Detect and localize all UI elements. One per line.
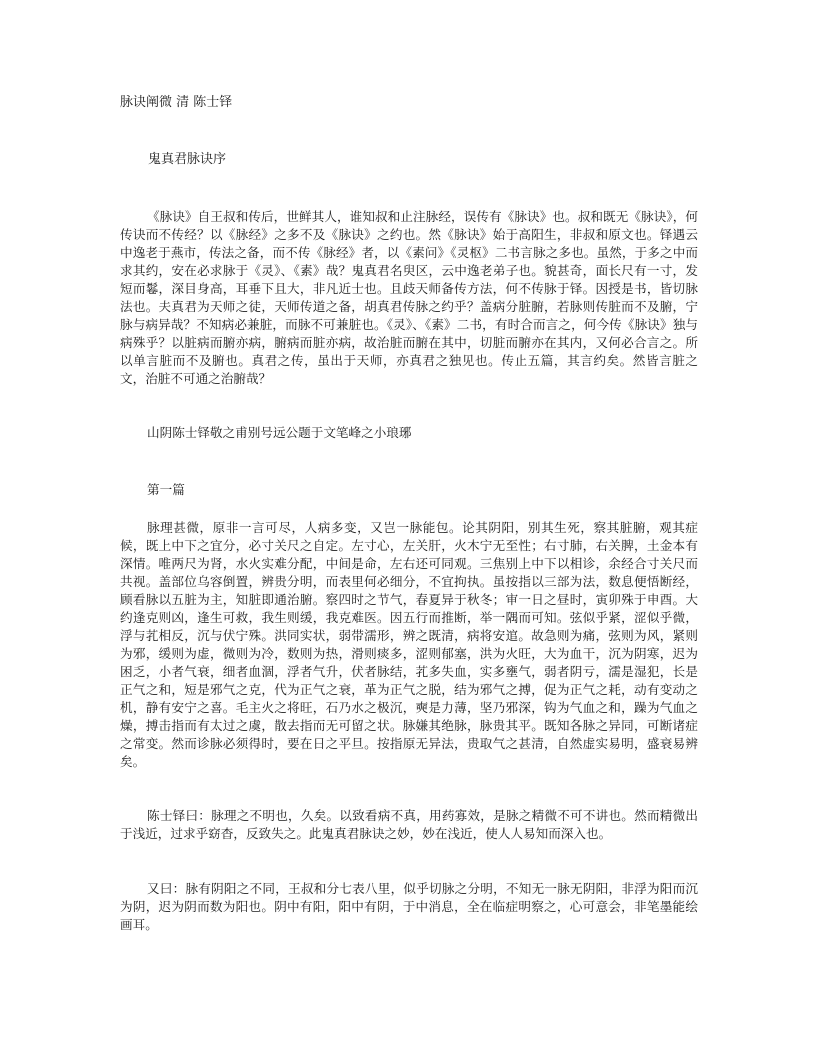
commentary-paragraph: 陈士铎曰：脉理之不明也，久矣。以致看病不真，用药寡效，是脉之精微不可不讲也。然而精微出于浅近，过求乎窈杳，反致失之。此鬼真君脉诀之妙，妙在浅近，使人人易知而深入也。 xyxy=(120,808,698,841)
preface-paragraph: 《脉诀》自王叔和传后，世鲜其人，谁知叔和止注脉经，误传有《脉诀》也。叔和既无《脉诀》，何传诀而不传经？以《脉经》之多不及《脉诀》之约也。然《脉诀》始于高阳生，非叔和原文也。铎遇云中逸老于燕市，传法之备，而不传《脉经》者，以《素问》《灵枢》二书言脉之多也。虽然，于多之中而求其约，安在必求脉于《灵》、《素》哉？鬼真君名臾区，云中逸老弟子也。貌甚奇，面长尺有一寸，发短而鬈，深目身高，耳垂下且大，非凡近士也。且歧天师备传方法，何不传脉于铎。因授是书，皆切脉法也。夫真君为天师之徒，天师传道之备，胡真君传脉之约乎？盖病分脏腑，若脉则传脏而不及腑，宁脉与病异哉？不知病必兼脏，而脉不可兼脏也。《灵》、《素》二书，有时合而言之，何今传《脉诀》独与病殊乎？以脏病而腑亦病，腑病而脏亦病，故治脏而腑在其中，切脏而腑亦在其内，又何必合言之。所以单言脏而不及腑也。真君之传，虽出于天师，亦真君之独见也。传止五篇，其言约矣。然皆言脏之文，治脏不可通之治腑哉？ xyxy=(120,209,698,386)
section-heading: 第一篇 xyxy=(147,482,185,497)
preface-title: 鬼真君脉诀序 xyxy=(148,152,227,167)
main-paragraph: 脉理甚微，原非一言可尽，人病多变，又岂一脉能包。论其阴阳，别其生死，察其脏腑，观其症候，既上中下之宜分，必寸关尺之自定。左寸心，左关肝，火木宁无至性；右寸肺，右关脾，土金本有深情。唯两尺为肾，水火实难分配，中间是命，左右还可同观。三焦别上中下以相诊，余经合寸关尺而共视。盖部位乌容倒置，辨贵分明，而表里何必细分，不宜拘执。虽按指以三部为法，数息便悟断经，顾看脉以五脏为主，知脏即通治腑。察四时之节气，春夏异于秋冬；审一日之昼时，寅卯殊于申酉。大约逢克则凶，逢生可救，我生则缓，我克难医。因五行而推断，举一隅而可知。弦似乎紧，涩似乎微，浮与芤相反，沉与伏宁殊。洪同实状，弱带濡形，辨之既清，病将安逭。故急则为痛，弦则为风，紧则为邪，缓则为虚，微则为冷，数则为热，滑则痰多，涩则郁塞，洪为火旺，大为血干，沉为阴寒，迟为困乏，小者气衰，细者血涸，浮者气升，伏者脉结，芤多失血，实多壅气，弱者阴亏，濡是湿犯，长是正气之和，短是邪气之克，代为正气之衰，革为正气之脱，结为邪气之搏，促为正气之耗，动有变动之机，静有安宁之喜。毛主火之将旺，石乃水之极沉，奭是力薄，坚乃邪深，钩为气血之和，躁为气血之燥，搏击指而有太过之虞，散去指而无可留之状。脉嫌其绝脉，脉贵其平。既知各脉之异同，可断诸症之常变。然而诊脉必须得时，要在日之平旦。按指原无异法，贵取气之甚清，自然虚实易明，盛衰易辨矣。 xyxy=(120,520,698,769)
commentary-paragraph-2: 又曰：脉有阴阳之不同，王叔和分七表八里，似乎切脉之分明，不知无一脉无阴阳，非浮为阳而沉为阴，迟为阴而数为阳也。阴中有阳，阳中有阴，于中消息，全在临症明察之，心可意会，非笔墨能绘画耳。 xyxy=(120,881,698,932)
document-title: 脉诀阐微 清 陈士铎 xyxy=(120,95,233,110)
preface-signature: 山阴陈士铎敬之甫别号远公题于文笔峰之小琅琊 xyxy=(147,425,412,440)
